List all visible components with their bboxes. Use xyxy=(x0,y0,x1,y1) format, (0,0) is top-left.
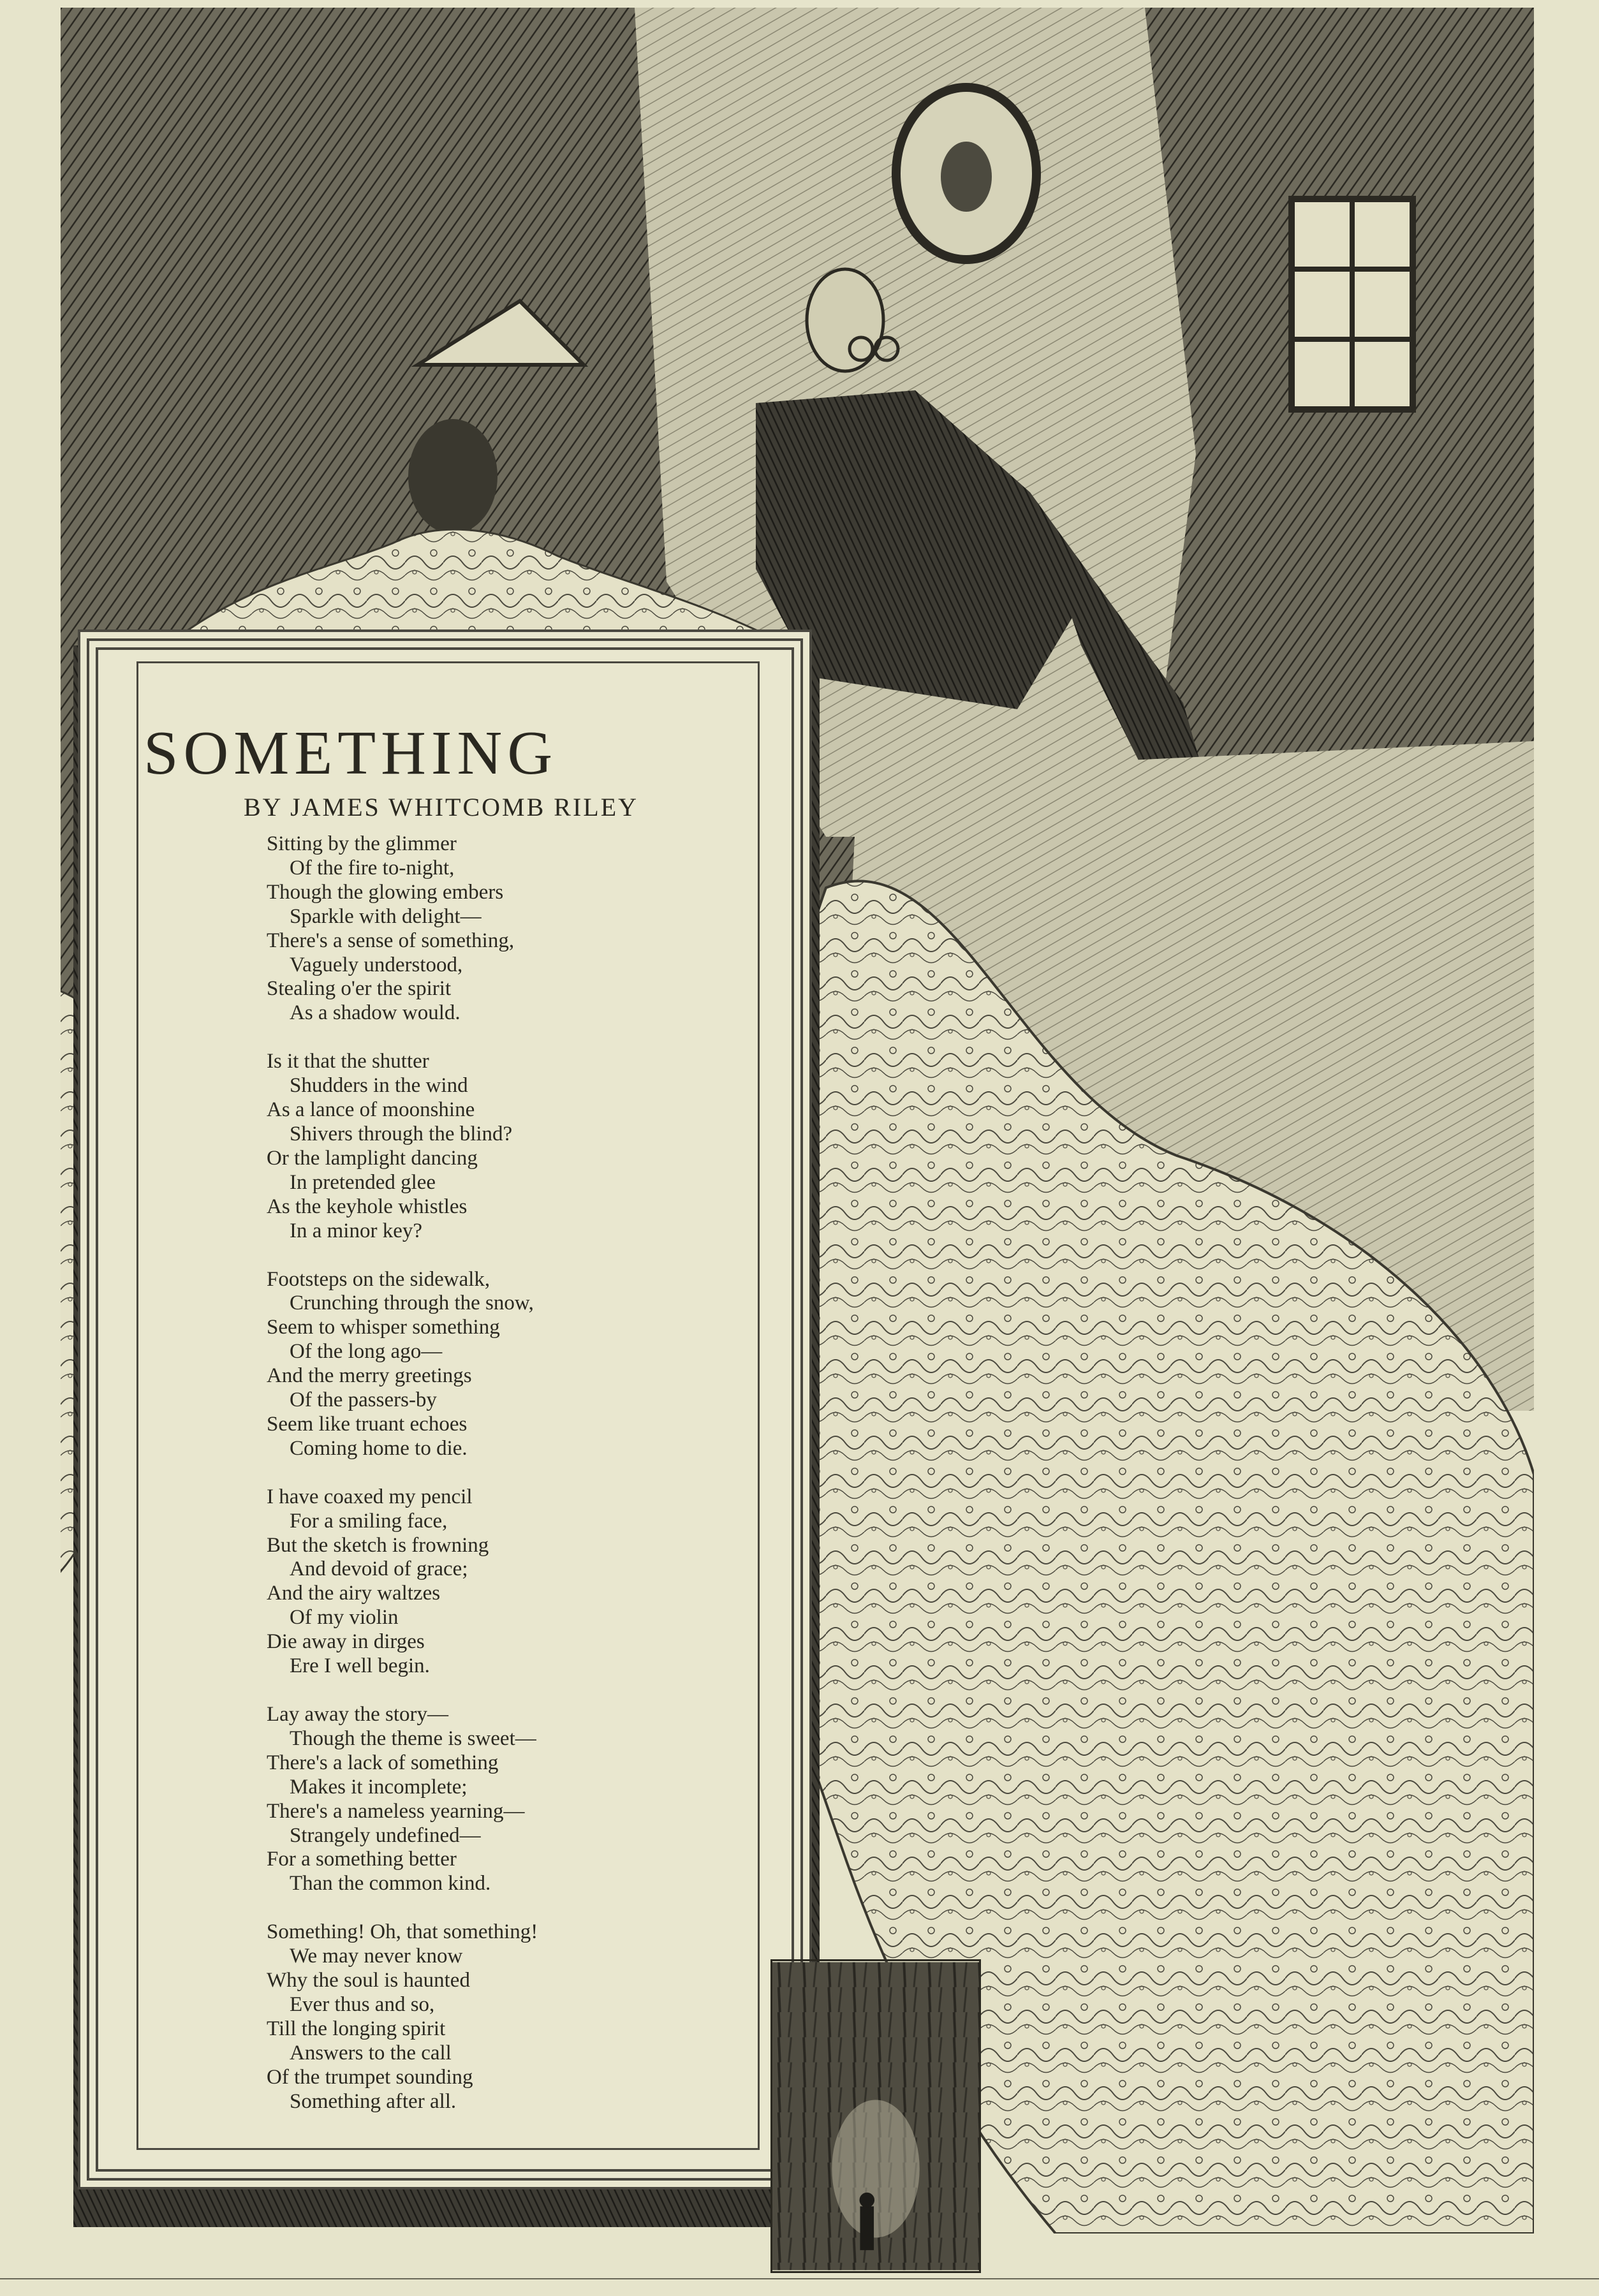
poem-line: Something! Oh, that something! xyxy=(267,1920,538,1944)
poem-line: As a shadow would. xyxy=(290,1001,461,1025)
poem-line: Of the trumpet sounding xyxy=(267,2065,473,2089)
poem-line: Lay away the story— xyxy=(267,1703,448,1726)
poem-line: Vaguely understood, xyxy=(290,953,463,976)
poem-line: Or the lamplight dancing xyxy=(267,1146,478,1170)
poem-line: Makes it incomplete; xyxy=(290,1775,468,1799)
poem-line: For a something better xyxy=(267,1848,457,1871)
poem-line: Of the long ago— xyxy=(290,1340,443,1364)
poem-line: Something after all. xyxy=(290,2089,457,2113)
poem-line: And devoid of grace; xyxy=(290,1557,468,1581)
poem-line: There's a lack of something xyxy=(267,1751,499,1774)
poem-line: Sitting by the glimmer xyxy=(267,832,457,855)
poem-line: And the merry greetings xyxy=(267,1364,472,1388)
poem-stanza xyxy=(267,832,764,1026)
poem-line: Though the theme is sweet— xyxy=(290,1726,536,1750)
poem-line: I have coaxed my pencil xyxy=(267,1485,473,1508)
poem-line: In a minor key? xyxy=(290,1219,423,1242)
poem-line: Stealing o'er the spirit xyxy=(267,977,452,1001)
poem-line: Footsteps on the sidewalk, xyxy=(267,1267,490,1291)
poem-line: Seem to whisper something xyxy=(267,1316,500,1339)
poem-line: Than the common kind. xyxy=(290,1872,491,1895)
poem-line: Till the longing spirit xyxy=(267,2017,446,2040)
poem-line: Coming home to die. xyxy=(290,1436,468,1460)
poem-line: Strangely undefined— xyxy=(290,1823,481,1847)
poem-line: Of the passers-by xyxy=(290,1388,437,1412)
poem-line: Of my violin xyxy=(290,1606,399,1630)
poem-stanza xyxy=(267,1485,764,1679)
poem-line: And the airy waltzes xyxy=(267,1582,441,1605)
poem-line: Ere I well begin. xyxy=(290,1654,430,1678)
poem-stanza xyxy=(267,1920,764,2114)
poem-line: For a smiling face, xyxy=(290,1509,448,1533)
poem-body xyxy=(267,832,764,2138)
poem-line: Shivers through the blind? xyxy=(290,1122,513,1145)
poem-line: Crunching through the snow, xyxy=(290,1292,534,1315)
poem-line: Of the fire to-night, xyxy=(290,856,455,879)
poem-line: As the keyhole whistles xyxy=(267,1195,468,1218)
poem-line: Answers to the call xyxy=(290,2041,452,2064)
poem-line: Seem like truant echoes xyxy=(267,1412,468,1436)
poem-line: Die away in dirges xyxy=(267,1630,425,1654)
poem-stanza xyxy=(267,1703,764,1896)
poem-line: Why the soul is haunted xyxy=(267,1969,470,1992)
poem-byline: BY JAMES WHITCOMB RILEY xyxy=(244,793,639,821)
poem-line: Is it that the shutter xyxy=(267,1050,429,1073)
poem-line: Though the glowing embers xyxy=(267,880,504,904)
night-street-vignette xyxy=(770,1959,981,2273)
poem-line: In pretended glee xyxy=(290,1170,436,1194)
poem-title: SOMETHING xyxy=(144,719,558,788)
poem-line: Shudders in the wind xyxy=(290,1074,468,1098)
page-bottom-rule xyxy=(0,2278,1599,2279)
poem-line: Ever thus and so, xyxy=(290,1992,435,2016)
poem-stanza xyxy=(267,1050,764,1243)
poem-line: Sparkle with delight— xyxy=(290,904,482,928)
poem-stanza xyxy=(267,1268,764,1461)
poem-line: We may never know xyxy=(290,1945,463,1968)
poem-line: But the sketch is frowning xyxy=(267,1533,489,1557)
poem-line: There's a nameless yearning— xyxy=(267,1799,525,1823)
poem-line: As a lance of moonshine xyxy=(267,1098,475,1122)
poem-line: There's a sense of something, xyxy=(267,929,515,952)
